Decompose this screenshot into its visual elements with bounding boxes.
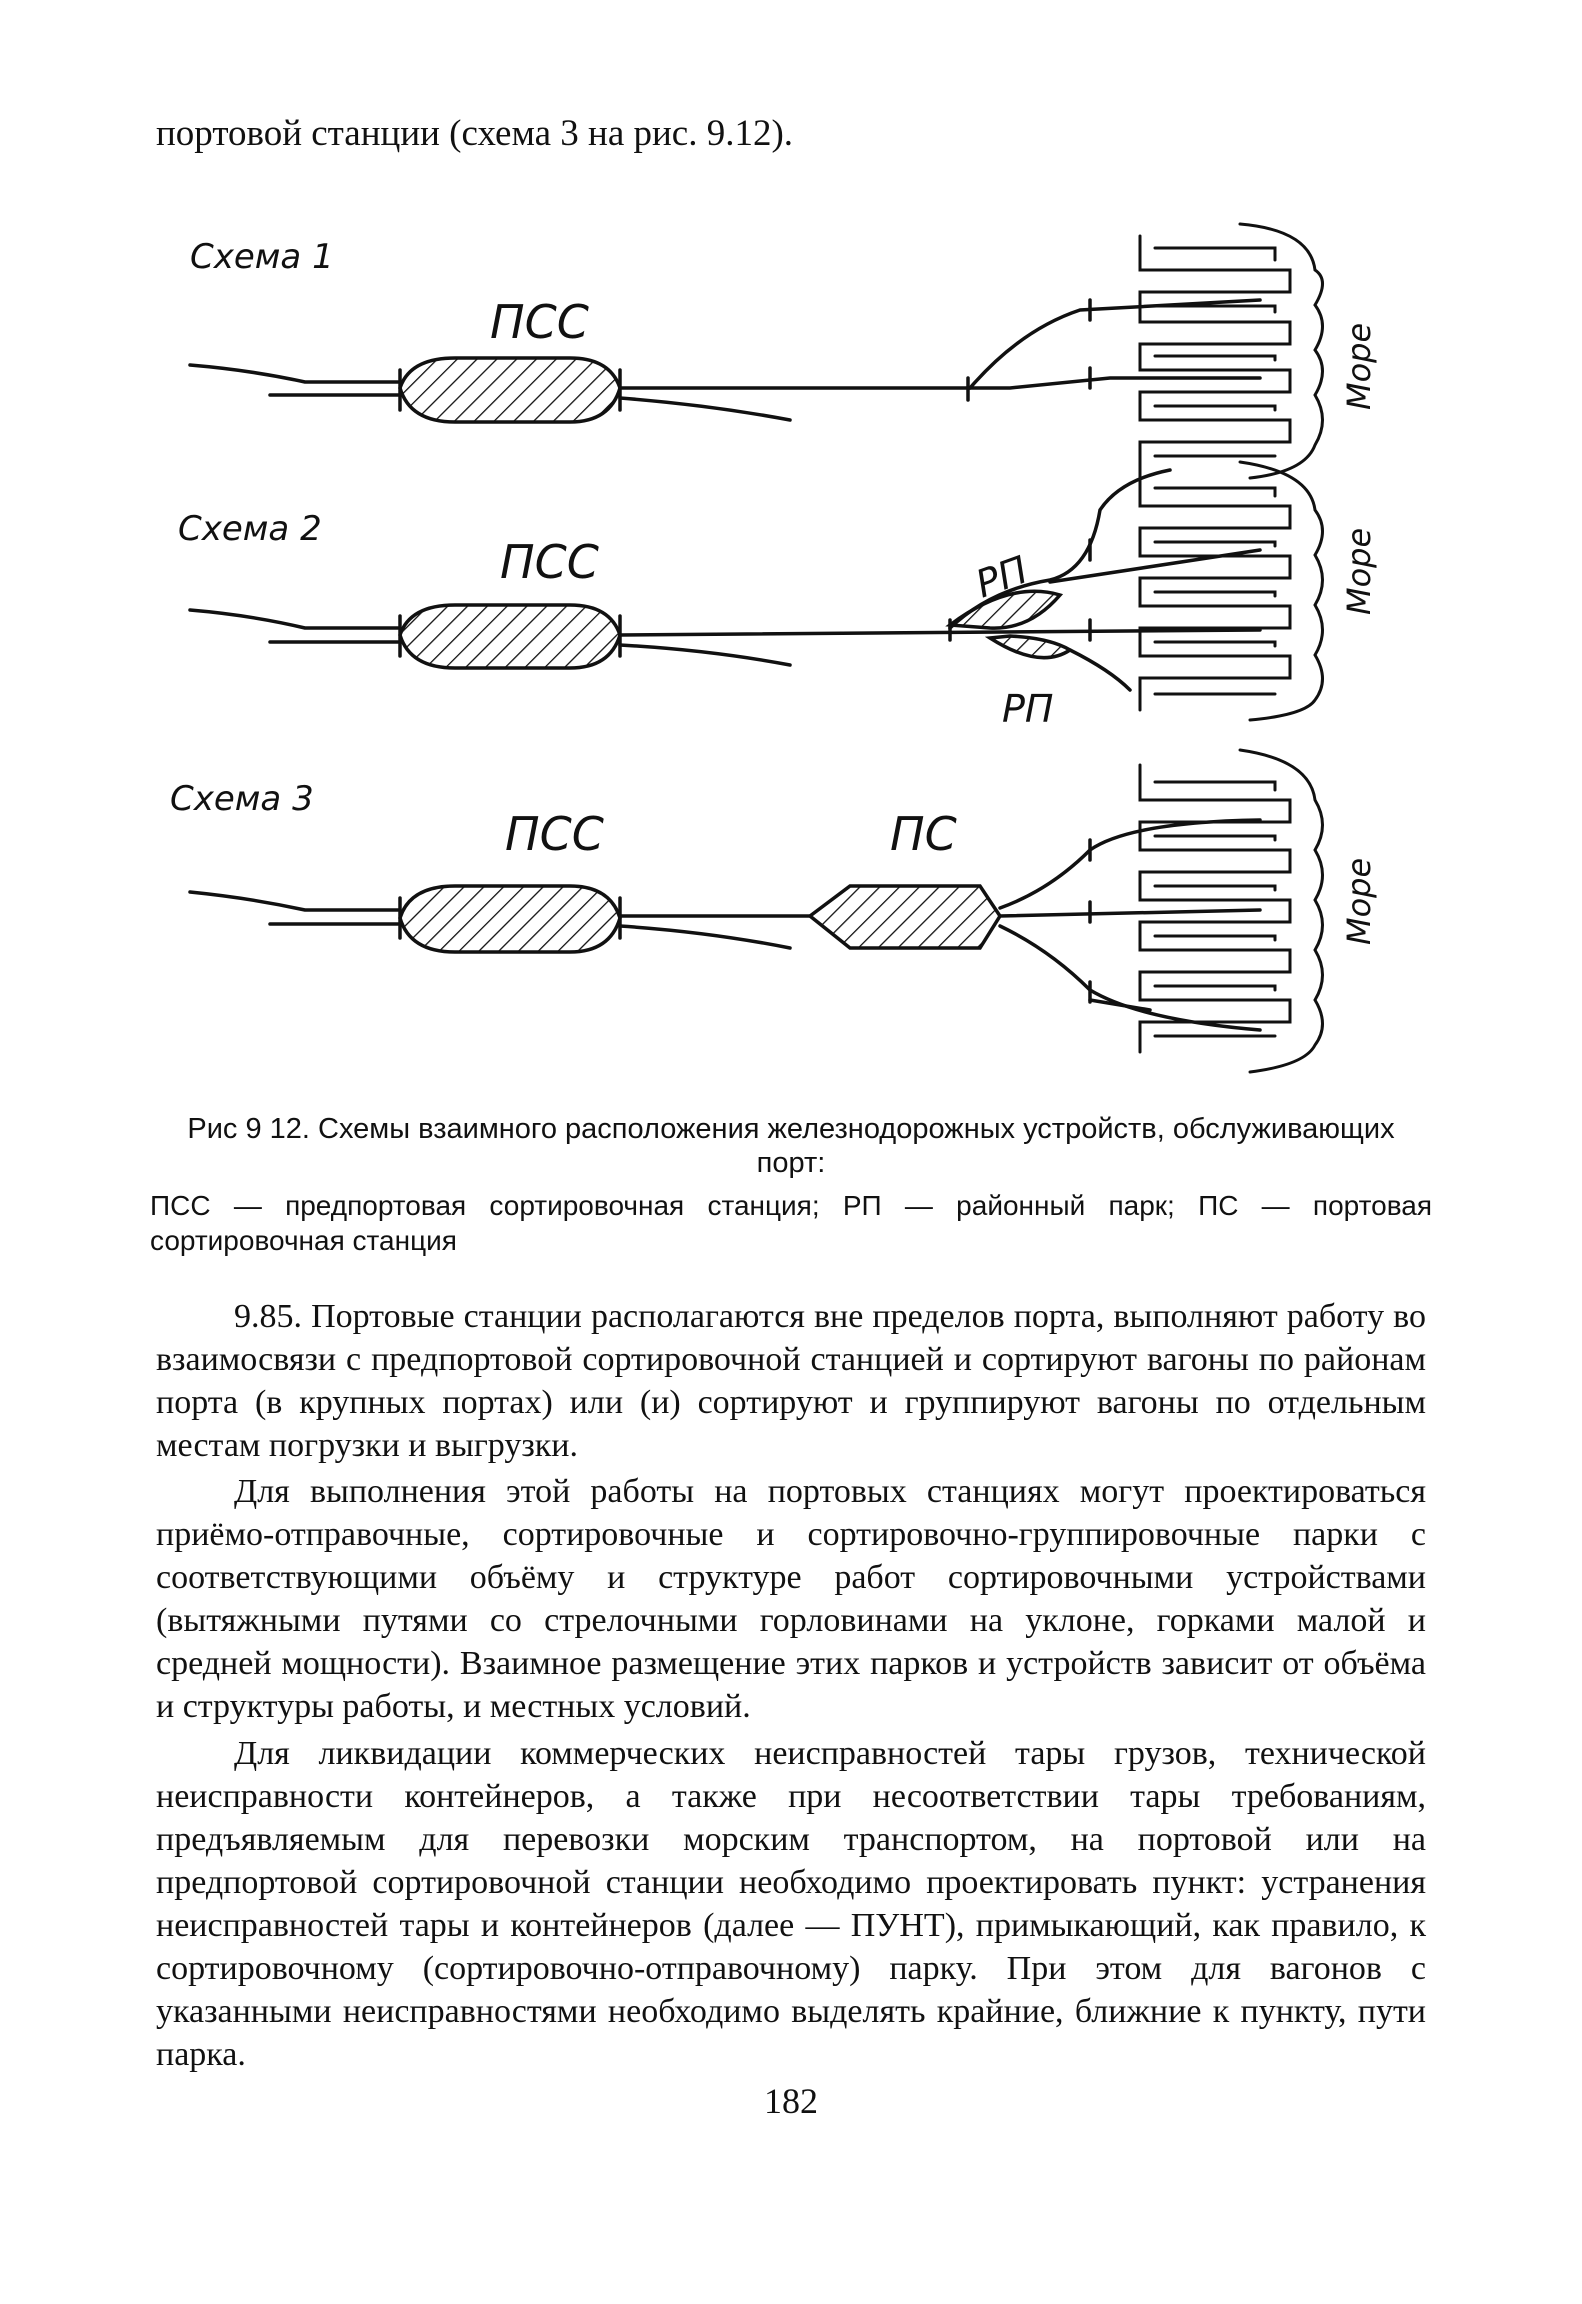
scheme-2-title: Схема 2 <box>178 509 322 549</box>
scheme-3 <box>170 750 1378 1072</box>
scheme-2-sea-label: Море <box>1340 527 1378 615</box>
page-number: 182 <box>764 2081 818 2121</box>
scheme-3-port-station-label: ПС <box>890 807 957 861</box>
figure-caption-legend: ПСС — предпортовая сортировочная станция; РП — районный парк; ПС — портовая сортировочная станция <box>150 1190 1432 1256</box>
scheme-2-station-body <box>400 605 620 668</box>
scheme-1-station-body <box>400 358 620 422</box>
paragraph-2: Для выполнения этой работы на портовых станциях могут проектироваться приёмо-отправочные, сортировочные и сортировочно-группировочные парки с соответствующими объёму и структуре работ сортировочными устройствами (вытяжными путями со стрелочными горловинами на уклоне, горками малой и средней мощности). Взаимное размещение этих парков и устройств зависит от объёма и структуры работы, и местных условий. <box>156 1473 1426 1725</box>
scheme-2-park-lower-label: РП <box>1002 687 1054 731</box>
intro-text: портовой станции (схема 3 на рис. 9.12). <box>156 113 794 154</box>
scheme-3-station-body <box>400 886 620 952</box>
scheme-3-port-station-body <box>810 886 1000 948</box>
scheme-2-piers <box>1140 462 1323 720</box>
paragraph-1: 9.85. Портовые станции располагаются вне пределов порта, выполняют работу во взаимосвязи с предпортовой сортировочной станцией и сортируют вагоны по районам порта (в крупных портах) или (и) сортируют и группируют вагоны по отдельным местам погрузки и выгрузки. <box>156 1298 1426 1464</box>
scheme-3-title: Схема 3 <box>170 779 314 819</box>
figure-caption-title: Рис 9 12. Схемы взаимного расположения железнодорожных устройств, обслуживающих порт: <box>187 1113 1395 1179</box>
scheme-2 <box>178 462 1378 731</box>
scheme-1 <box>190 224 1378 478</box>
scheme-2-park-upper-label: РП <box>970 547 1034 607</box>
scheme-1-station-label: ПСС <box>490 295 589 349</box>
scheme-1-sea-label: Море <box>1340 322 1378 410</box>
scheme-1-title: Схема 1 <box>190 237 334 277</box>
port-schemes-diagram <box>150 210 1440 1110</box>
scheme-2-park-lower <box>990 636 1070 658</box>
paragraph-3: Для ликвидации коммерческих неисправностей тары грузов, технической неисправности контейнеров, а также при несоответствии тары требованиям, предъявляемым для перевозки морским транспортом, на портовой или на предпортовой сортировочной станции необходимо проектировать пункт: устранения неисправностей тары и контейнеров (далее — ПУНТ), примыкающий, как правило, к сортировочному (сортировочно-отправочному) парку. При этом для вагонов с указанными неисправностями необходимо выделять крайние, ближние к пункту, пути парка. <box>156 1735 1426 2073</box>
scheme-3-sea-label: Море <box>1340 857 1378 945</box>
scheme-3-station-label: ПСС <box>505 807 604 861</box>
scheme-1-piers <box>1140 224 1323 478</box>
scheme-2-station-label: ПСС <box>500 535 599 589</box>
